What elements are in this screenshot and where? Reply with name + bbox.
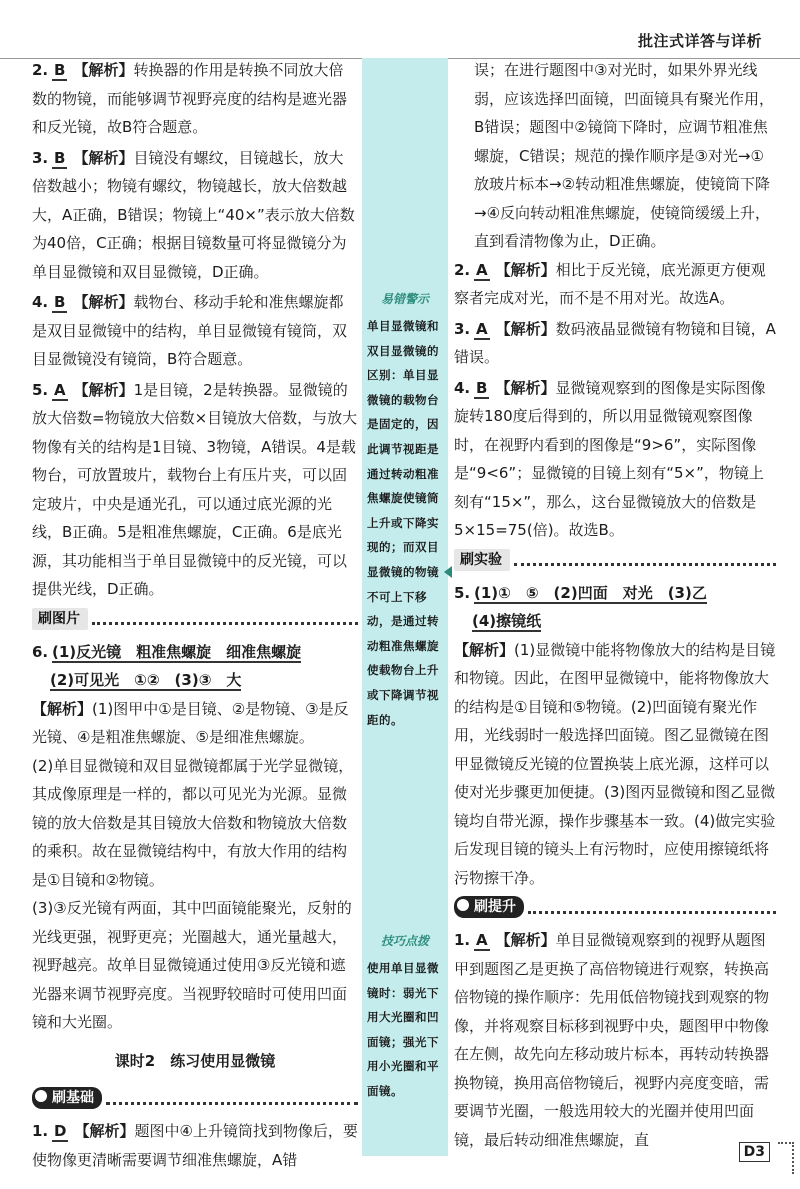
analysis-text: 目镜没有螺纹，目镜越长，放大倍数越小；物镜有螺纹，物镜越长，放大倍数越大，A正确，B错误；物镜上“40×”表示放大倍数为40倍，C正确；根据目镜数量可将显微镜分为单目显微镜和双目显微镜，D正确。 xyxy=(32,148,355,281)
section-divider xyxy=(528,901,776,914)
section-label: 刷提升 xyxy=(454,896,524,918)
answer-item-3 xyxy=(454,315,776,372)
analysis-tag: 【解析】 xyxy=(495,378,556,397)
item-number: 3. xyxy=(454,319,471,338)
section-divider xyxy=(92,612,358,625)
answer-letter: A xyxy=(476,931,488,949)
item-number: 2. xyxy=(32,61,49,79)
book-icon xyxy=(457,899,469,911)
section-header-basics xyxy=(32,1085,358,1111)
analysis-tag: 【解析】 xyxy=(495,260,556,279)
page-number: D3 xyxy=(739,1142,770,1162)
analysis-text: 题图中④上升镜筒找到物像后，要使物像更清晰需要调节细准焦螺旋，A错 xyxy=(32,1122,358,1169)
answer-item-1 xyxy=(32,1117,358,1174)
analysis-text: (1)显微镜中能将物像放大的结构是目镜和物镜。因此，在图甲显微镜中，能将物像放大的结构是①目镜和⑤物镜。(2)凹面镜有聚光作用，光线弱时一般选择凹面镜。图乙显微镜在图甲显微镜反光镜的位置换装上底光源，这样可以使对光步骤更加便捷。(3)图丙显微镜和图乙显微镜均自带光源，操作步骤基本一致。(4)做完实验后发现目镜的镜头上有污物时，应使用擦镜纸将污物擦干净。 xyxy=(454,640,776,887)
section-label: 刷实验 xyxy=(454,549,510,571)
fill-answer-line-1: (1)反光镜 粗准焦螺旋 细准焦螺旋 xyxy=(52,642,302,661)
analysis-text: 1是目镜，2是转换器。显微镜的放大倍数=物镜放大倍数×目镜放大倍数，与放大物像有关的结构是1目镜、3物镜，A错误。4是载物台，可放置玻片，载物台上有压片夹，可以固定玻片，中央是通光孔，可以通过底光源的光线，B正确。5是粗准焦螺旋，C正确。6是底光源，其功能相当于单目显微镜中的反光镜，可以提供光线，D正确。 xyxy=(32,380,358,598)
section-header-experiment xyxy=(454,547,776,573)
analysis-text: 相比于反光镜，底光源更方便观察者完成对光，而不是不用对光。故选A。 xyxy=(454,260,766,307)
analysis-tag: 【解析】 xyxy=(454,640,515,659)
answer-item-6 xyxy=(32,638,358,1037)
pointer-arrow-icon xyxy=(444,566,452,578)
answer-item-5 xyxy=(454,579,776,893)
corner-decoration xyxy=(778,1142,794,1174)
left-column xyxy=(32,56,358,1176)
answer-letter: B xyxy=(54,148,66,167)
fill-answer-line-2: (2)可见光 ①② (3)③ 大 xyxy=(50,671,242,689)
analysis-paragraph: (1)图甲中①是目镜、②是物镜、③是反光镜、④是粗准焦螺旋、⑤是细准焦螺旋。 xyxy=(32,699,349,746)
side-note-text: 单目显微镜和双目显微镜的区别：单目显微镜的载物台是固定的，因此调节视距是通过转动粗准焦螺旋使镜筒上升或下降实现的；而双目显微镜的物镜不可上下移动，是通过转动粗准焦螺旋使载物台上升或下降调节视距的。 xyxy=(367,319,439,727)
answer-item-3 xyxy=(32,144,358,287)
side-note-text: 使用单目显微镜时：弱光下用大光圈和凹面镜；强光下用小光圈和平面镜。 xyxy=(367,961,439,1098)
item-number: 3. xyxy=(32,148,49,167)
analysis-tag: 【解析】 xyxy=(73,380,134,399)
answer-letter: A xyxy=(54,380,66,399)
analysis-text: 载物台、移动手轮和准焦螺旋都是双目显微镜中的结构，单目显微镜有镜筒，双目显微镜没有镜筒，B符合题意。 xyxy=(32,293,348,368)
answer-item-1 xyxy=(454,926,776,1154)
analysis-tag: 【解析】 xyxy=(73,148,134,167)
answer-letter: B xyxy=(54,293,66,311)
analysis-tag: 【解析】 xyxy=(32,699,93,718)
analysis-tag: 【解析】 xyxy=(73,293,134,311)
fill-answer-line-1: (1)① ⑤ (2)凹面 对光 (3)乙 xyxy=(474,583,707,602)
book-icon xyxy=(35,1090,47,1102)
analysis-tag: 【解析】 xyxy=(74,1122,135,1140)
fill-answer-line-2: (4)擦镜纸 xyxy=(472,612,542,630)
lesson-title: 课时2 练习使用显微镜 xyxy=(114,1051,276,1070)
item-number: 5. xyxy=(454,583,471,602)
item-number: 6. xyxy=(32,642,49,661)
answer-letter: D xyxy=(54,1122,67,1140)
item-number: 2. xyxy=(454,260,471,279)
side-notes-column xyxy=(362,58,448,1156)
side-note-title: 技巧点拨 xyxy=(380,934,429,948)
continued-text: 误；在进行题图中③对光时，如果外界光线弱，应该选择凹面镜，凹面镜具有聚光作用，B错误；题图中②镜筒下降时，应调节粗准焦螺旋，C错误；规范的操作顺序是③对光→①放玻片标本→②转动粗准焦螺旋，使镜筒下降→④反向转动粗准焦螺旋，使镜筒缓缓上升，直到看清物像为止，D正确。 xyxy=(474,61,775,250)
right-column xyxy=(454,56,776,1156)
section-header-pictures xyxy=(32,606,358,632)
analysis-tag: 【解析】 xyxy=(495,931,556,949)
item-number: 5. xyxy=(32,380,49,399)
answer-item-2 xyxy=(32,56,358,142)
section-divider xyxy=(106,1092,358,1105)
answer-letter: A xyxy=(476,319,488,338)
section-divider xyxy=(514,553,776,566)
analysis-text: 数码液晶显微镜有物镜和目镜，A错误。 xyxy=(454,319,776,366)
analysis-tag: 【解析】 xyxy=(495,319,556,338)
answer-item-4 xyxy=(32,288,358,374)
page-header: 批注式详答与详析 xyxy=(637,32,762,50)
answer-letter: A xyxy=(476,260,488,279)
answer-item-2 xyxy=(454,256,776,313)
section-header-advanced xyxy=(454,894,776,920)
analysis-text: 转换器的作用是转换不同放大倍数的物镜，而能够调节视野亮度的结构是遮光器和反光镜，故B符合题意。 xyxy=(32,61,348,136)
answer-letter: B xyxy=(54,61,66,79)
side-note-title: 易错警示 xyxy=(380,292,429,306)
analysis-text: 单目显微镜观察到的视野从题图甲到题图乙是更换了高倍物镜进行观察，转换高倍物镜的操作顺序：先用低倍物镜找到观察的物像，并将观察目标移到视野中央，题图甲中物像在左侧，故先向左移动玻片标本，再转动转换器换物镜，换用高倍物镜后，视野内亮度变暗，需要调节光圈，一般选用较大的光圈并使用凹面镜，最后转动细准焦螺旋，直 xyxy=(454,931,770,1149)
analysis-paragraph: (2)单目显微镜和双目显微镜都属于光学显微镜，其成像原理是一样的，都以可见光为光源。显微镜的放大倍数是其目镜放大倍数和物镜放大倍数的乘积。故在显微镜结构中，有放大作用的结构是①目镜和②物镜。 xyxy=(32,756,354,889)
answer-letter: B xyxy=(476,378,488,397)
item-number: 1. xyxy=(454,931,471,949)
section-label: 刷图片 xyxy=(32,608,88,630)
item-number: 1. xyxy=(32,1122,49,1140)
section-label: 刷基础 xyxy=(32,1087,102,1109)
analysis-tag: 【解析】 xyxy=(73,61,134,79)
analysis-paragraph: (3)③反光镜有两面，其中凹面镜能聚光，反射的光线更强，视野更亮；光圈越大，通光量越大，视野越亮。故单目显微镜通过使用③反光镜和遮光器来调节视野亮度。当视野较暗时可使用凹面镜和大光圈。 xyxy=(32,899,352,1031)
item-number: 4. xyxy=(32,293,49,311)
answer-item-5 xyxy=(32,376,358,604)
item-number: 4. xyxy=(454,378,471,397)
answer-item-4 xyxy=(454,374,776,545)
analysis-text: 显微镜观察到的图像是实际图像旋转180度后得到的，所以用显微镜观察图像时，在视野内看到的图像是“9>6”，实际图像是“9<6”；显微镜的目镜上刻有“5×”，物镜上刻有“15×”，那么，这台显微镜放大的倍数是5×15=75(倍)。故选B。 xyxy=(454,378,766,539)
